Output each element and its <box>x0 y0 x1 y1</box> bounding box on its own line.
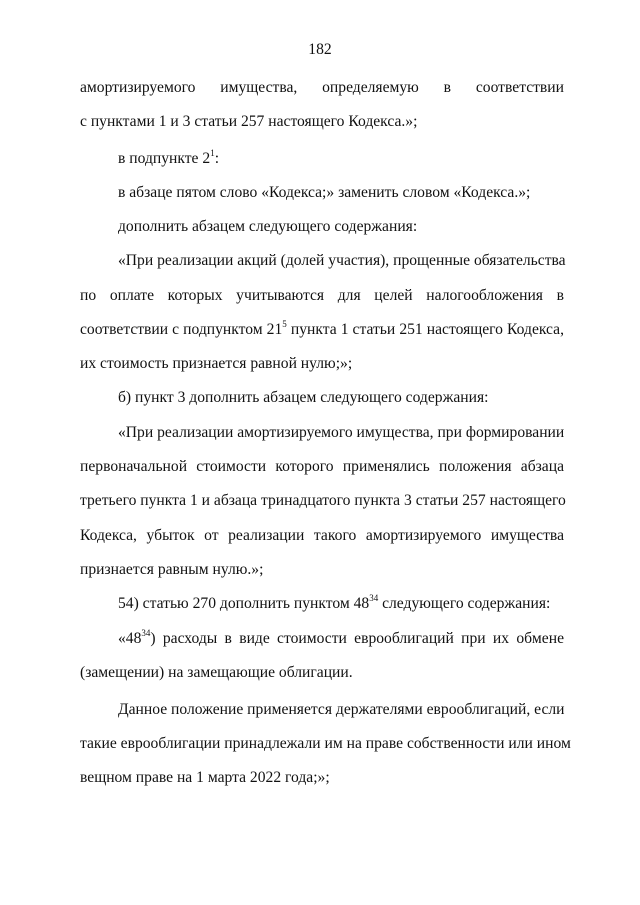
text-line: (замещении) на замещающие облигации. <box>80 664 353 681</box>
text-fragment: следующего содержания: <box>378 595 551 612</box>
text-line: «При реализации амортизируемого имущества, при формировании <box>118 424 565 441</box>
text-fragment: соответствии с подпунктом 21 <box>80 321 283 338</box>
superscript: 34 <box>369 592 379 603</box>
text-line: с пунктами 1 и 3 статьи 257 настоящего Кодекса.»; <box>80 113 418 130</box>
text-line: по оплате которых учитываются для целей налогообложения в <box>80 287 564 304</box>
text-line: Данное положение применяется держателями еврооблигаций, если <box>118 701 565 718</box>
text-fragment: в подпункте 2 <box>118 150 211 167</box>
superscript: 34 <box>141 627 151 638</box>
text-line: дополнить абзацем следующего содержания: <box>118 218 418 235</box>
text-line: вещном праве на 1 марта 2022 года;»; <box>80 769 330 786</box>
text-line: Кодекса, убыток от реализации такого амортизируемого имущества <box>80 527 564 544</box>
superscript: 1 <box>210 147 215 158</box>
text-line: первоначальной стоимости которого применялись положения абзаца <box>80 458 564 475</box>
text-line <box>118 628 564 650</box>
superscript: 5 <box>282 318 287 329</box>
text-line <box>118 593 564 615</box>
text-line: такие еврооблигации принадлежали им на праве собственности или ином <box>80 735 571 752</box>
text-line: признается равным нулю.»; <box>80 561 264 578</box>
text-line <box>80 319 564 341</box>
text-line: в абзаце пятом слово «Кодекса;» заменить словом «Кодекса.»; <box>118 184 531 201</box>
text-fragment: пункта 1 статьи 251 настоящего Кодекса, <box>286 321 564 338</box>
text-line: амортизируемого имущества, определяемую в соответствии <box>80 79 564 96</box>
text-line: третьего пункта 1 и абзаца тринадцатого пункта 3 статьи 257 настоящего <box>80 492 566 509</box>
text-fragment: : <box>214 150 220 167</box>
text-fragment: «48 <box>118 630 142 647</box>
text-fragment: 54) статью 270 дополнить пунктом 48 <box>118 595 370 612</box>
text-line: их стоимость признается равной нулю;»; <box>80 355 353 372</box>
text-line: «При реализации акций (долей участия), прощенные обязательства <box>118 252 566 269</box>
page-number: 182 <box>308 41 332 58</box>
text-line <box>118 148 564 170</box>
text-fragment: ) расходы в виде стоимости еврооблигаций при их обмене <box>150 630 564 647</box>
text-line: б) пункт 3 дополнить абзацем следующего содержания: <box>118 389 489 406</box>
